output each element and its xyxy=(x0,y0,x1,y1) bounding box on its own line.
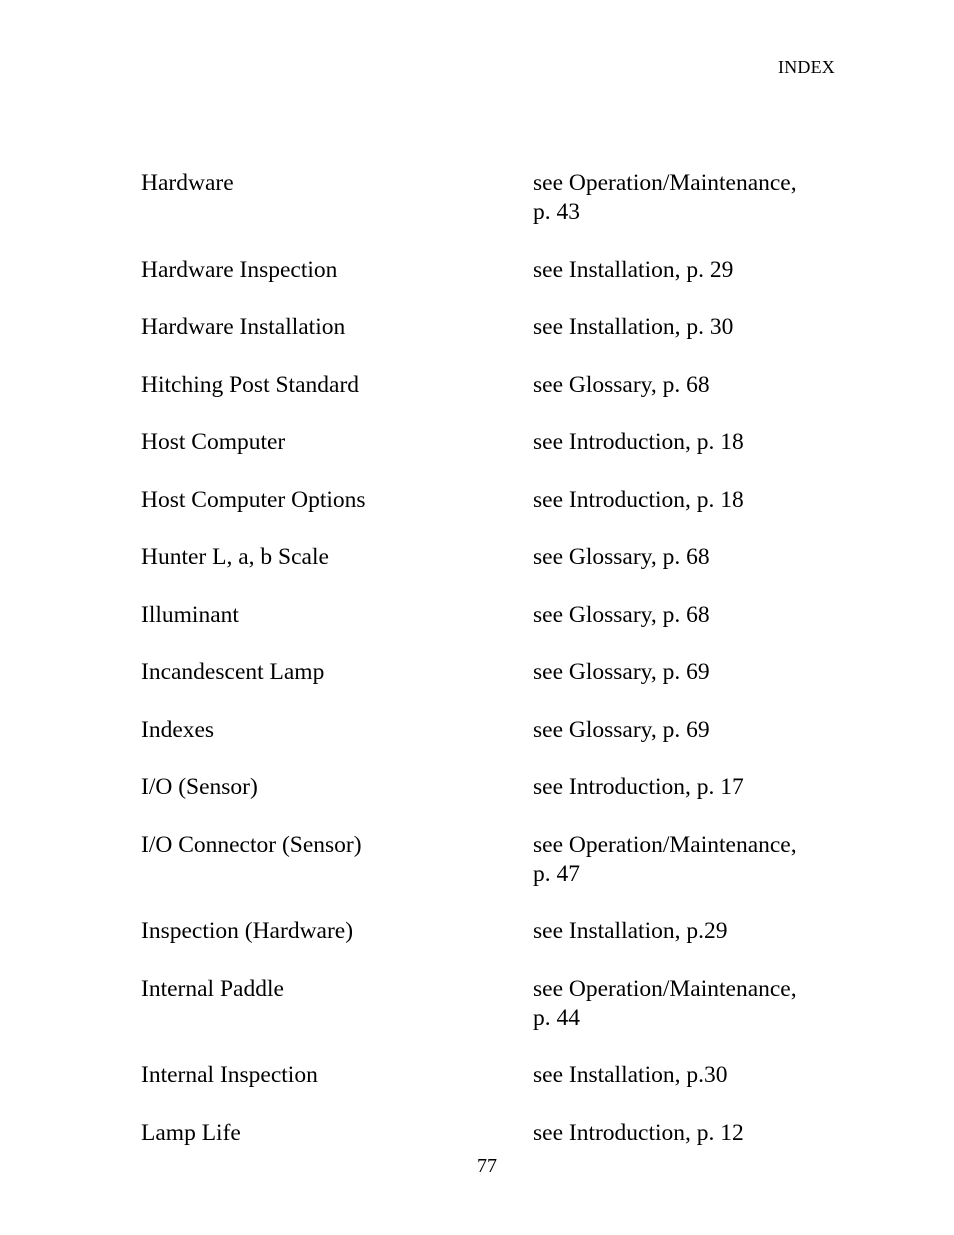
index-reference xyxy=(533,543,833,572)
index-reference xyxy=(533,1119,833,1148)
index-entry xyxy=(141,543,841,572)
index-term: Hardware Installation xyxy=(141,314,346,340)
index-term: Illuminant xyxy=(141,601,239,628)
index-term: Hardware Inspection xyxy=(141,256,338,283)
reference-line: see Installation, p.29 xyxy=(533,918,728,944)
index-reference xyxy=(533,831,833,889)
index-entry xyxy=(141,169,841,227)
reference-line: see Installation, p.30 xyxy=(533,1062,728,1088)
page-number: 77 xyxy=(477,1155,497,1177)
index-term: Hunter L, a, b Scale xyxy=(141,544,329,570)
reference-line: see Glossary, p. 69 xyxy=(533,716,710,743)
index-entries xyxy=(141,169,841,1148)
index-entry xyxy=(141,975,841,1033)
index-reference xyxy=(533,658,833,687)
reference-line: see Installation, p. 29 xyxy=(533,256,734,283)
reference-line: see Operation/Maintenance, xyxy=(533,975,797,1002)
reference-page: p. 44 xyxy=(533,1004,580,1031)
reference-page: p. 47 xyxy=(533,860,580,887)
index-reference xyxy=(533,773,833,802)
index-entry xyxy=(141,1061,841,1090)
index-term: Hardware xyxy=(141,170,234,196)
index-entry xyxy=(141,831,841,889)
index-reference xyxy=(533,917,833,946)
reference-line: see Operation/Maintenance, xyxy=(533,170,797,196)
index-reference xyxy=(533,975,833,1033)
index-term: Host Computer xyxy=(141,429,286,455)
reference-line: see Glossary, p. 68 xyxy=(533,544,710,570)
index-term: Indexes xyxy=(141,716,215,743)
index-term: Internal Paddle xyxy=(141,975,284,1002)
reference-line: see Introduction, p. 12 xyxy=(533,1119,744,1146)
reference-line: see Introduction, p. 18 xyxy=(533,486,744,513)
index-term: Hitching Post Standard xyxy=(141,371,360,398)
reference-page: p. 43 xyxy=(533,199,580,225)
index-reference xyxy=(533,716,833,745)
index-term: Inspection (Hardware) xyxy=(141,918,354,944)
running-header: INDEX xyxy=(778,57,835,77)
index-term: Lamp Life xyxy=(141,1119,241,1146)
reference-line: see Installation, p. 30 xyxy=(533,314,734,340)
index-entry xyxy=(141,428,841,457)
index-entry xyxy=(141,1119,841,1148)
reference-line: see Introduction, p. 17 xyxy=(533,774,744,800)
index-entry xyxy=(141,601,841,630)
index-reference xyxy=(533,256,833,285)
index-term: Host Computer Options xyxy=(141,486,366,513)
index-entry xyxy=(141,658,841,687)
index-term: I/O (Sensor) xyxy=(141,774,258,800)
index-reference xyxy=(533,428,833,457)
index-reference xyxy=(533,371,833,400)
index-reference xyxy=(533,486,833,515)
index-reference xyxy=(533,313,833,342)
index-reference xyxy=(533,169,833,227)
reference-line: see Introduction, p. 18 xyxy=(533,429,744,455)
reference-line: see Operation/Maintenance, xyxy=(533,831,797,858)
index-term: Incandescent Lamp xyxy=(141,659,325,685)
index-reference xyxy=(533,601,833,630)
index-entry xyxy=(141,256,841,285)
index-term: I/O Connector (Sensor) xyxy=(141,831,362,858)
index-reference xyxy=(533,1061,833,1090)
reference-line: see Glossary, p. 68 xyxy=(533,601,710,628)
index-entry xyxy=(141,716,841,745)
reference-line: see Glossary, p. 68 xyxy=(533,371,710,398)
reference-line: see Glossary, p. 69 xyxy=(533,659,710,685)
index-entry xyxy=(141,917,841,946)
index-entry xyxy=(141,313,841,342)
index-term: Internal Inspection xyxy=(141,1062,318,1088)
index-entry xyxy=(141,773,841,802)
index-entry xyxy=(141,486,841,515)
index-entry xyxy=(141,371,841,400)
